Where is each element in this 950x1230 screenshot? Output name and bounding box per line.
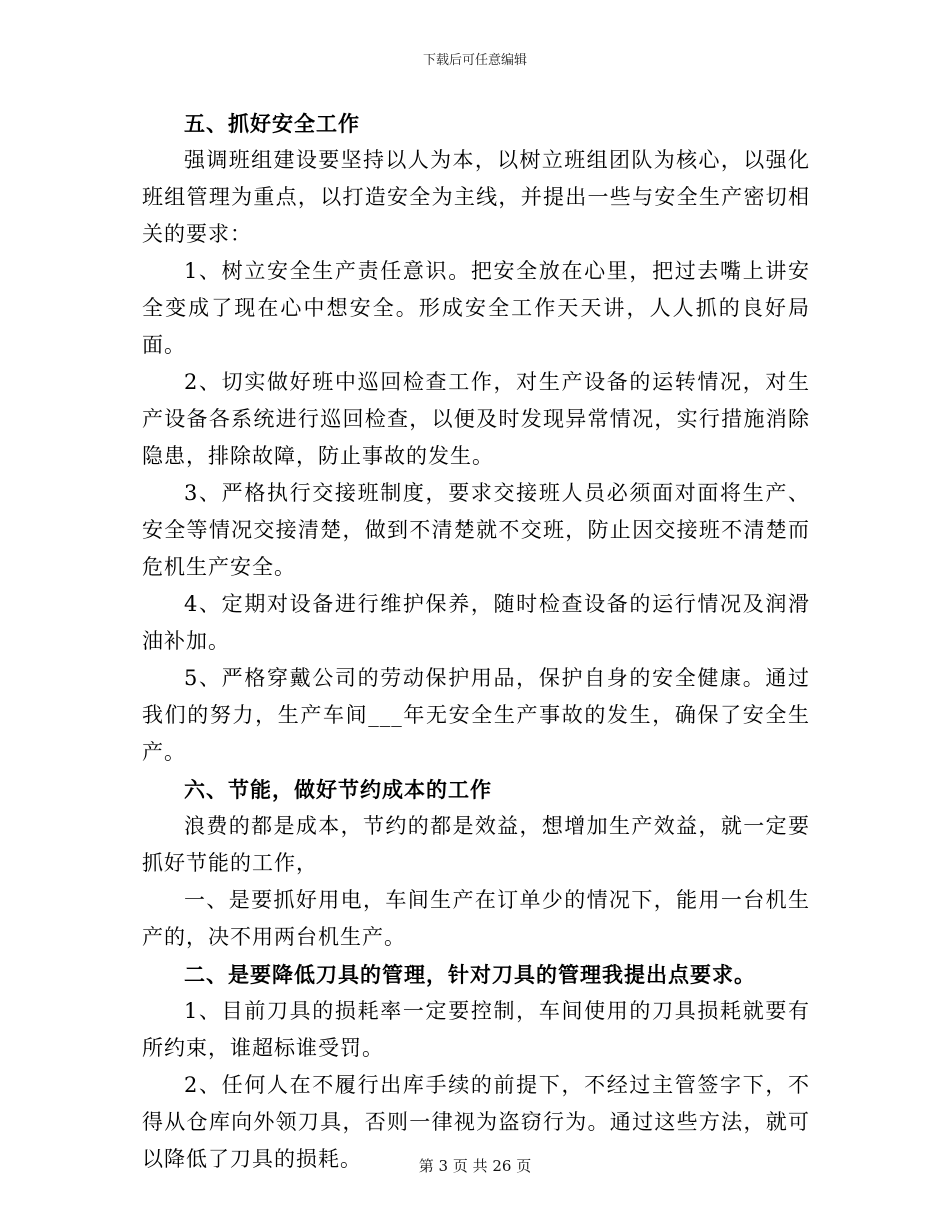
section-heading-safety: 五、抓好安全工作 <box>184 111 360 136</box>
paragraph-tool-item-2: 2、任何人在不履行出库手续的前提下，不经过主管签字下，不得从仓库向外领刀具，否则一律视为盗窃行为。通过这些方法，就可以降低了刀具的损耗。 <box>142 1073 810 1171</box>
paragraph-cost-benefit: 浪费的都是成本，节约的都是效益，想增加生产效益，就一定要抓好节能的工作， <box>142 814 810 875</box>
paragraph-tool-item-1: 1、目前刀具的损耗率一定要控制，车间使用的刀具损耗就要有所约束，谁超标谁受罚。 <box>142 999 810 1060</box>
page-number-footer: 第 3 页 共 26 页 <box>418 1157 532 1175</box>
document-body <box>142 105 810 1178</box>
subheading-tool-management: 二、是要降低刀具的管理，针对刀具的管理我提出点要求。 <box>184 962 756 987</box>
paragraph-item-1-responsibility: 1、树立安全生产责任意识。把安全放在心里，把过去嘴上讲安全变成了现在心中想安全。形成安全工作天天讲，人人抓的良好局面。 <box>142 259 810 357</box>
paragraph-item-3-shift-handover: 3、严格执行交接班制度，要求交接班人员必须面对面将生产、安全等情况交接清楚，做到不清楚就不交班，防止因交接班不清楚而危机生产安全。 <box>142 481 810 579</box>
section-heading-energy-saving: 六、节能，做好节约成本的工作 <box>184 777 492 802</box>
paragraph-item-2-inspection: 2、切实做好班中巡回检查工作，对生产设备的运转情况，对生产设备各系统进行巡回检查，以便及时发现异常情况，实行措施消除隐患，排除故障，防止事故的发生。 <box>142 370 810 468</box>
page-header: 下载后可任意编辑 <box>422 53 527 68</box>
paragraph-team-building: 强调班组建设要坚持以人为本，以树立班组团队为核心，以强化班组管理为重点，以打造安全为主线，并提出一些与安全生产密切相关的要求： <box>142 148 810 246</box>
paragraph-electricity: 一、是要抓好用电，车间生产在订单少的情况下，能用一台机生产的，决不用两台机生产。 <box>142 888 810 949</box>
paragraph-item-5-protective-gear: 5、严格穿戴公司的劳动保护用品，保护自身的安全健康。通过我们的努力，生产车间___年无安全生产事故的发生，确保了安全生产。 <box>142 666 810 764</box>
paragraph-item-4-maintenance: 4、定期对设备进行维护保养，随时检查设备的运行情况及润滑油补加。 <box>142 592 810 653</box>
